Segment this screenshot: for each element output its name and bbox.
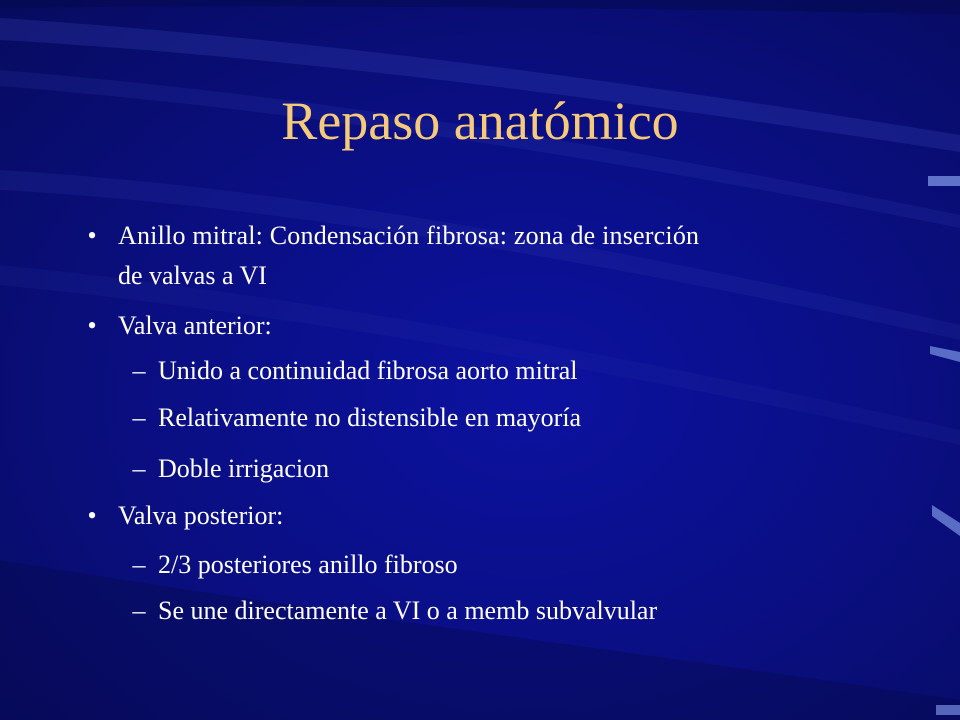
sub-list-item-text: Se une directamente a VI o a memb subvalvular: [158, 596, 658, 625]
dash-glyph: –: [132, 596, 146, 625]
list-item-text: Valva posterior:: [118, 501, 284, 530]
list-item-text: de valvas a VI: [118, 261, 267, 290]
dash-glyph: –: [132, 403, 146, 432]
sub-list-item-text: Relativamente no distensible en mayoría: [158, 403, 582, 432]
sub-list-item-text: 2/3 posteriores anillo fibroso: [158, 550, 458, 579]
list-item-text: Valva anterior:: [118, 311, 272, 340]
dash-glyph: –: [132, 454, 146, 483]
bullet-glyph: •: [87, 501, 97, 530]
dash-glyph: –: [132, 356, 146, 385]
list-item-text: Anillo mitral: Condensación fibrosa: zona de inserción: [118, 221, 700, 250]
slide-title: Repaso anatómico: [281, 91, 679, 151]
dash-glyph: –: [132, 550, 146, 579]
bullet-glyph: •: [87, 311, 97, 340]
sub-list-item-text: Unido a continuidad fibrosa aorto mitral: [158, 356, 578, 385]
sub-list-item-text: Doble irrigacion: [158, 454, 330, 483]
bullet-glyph: •: [87, 221, 97, 250]
